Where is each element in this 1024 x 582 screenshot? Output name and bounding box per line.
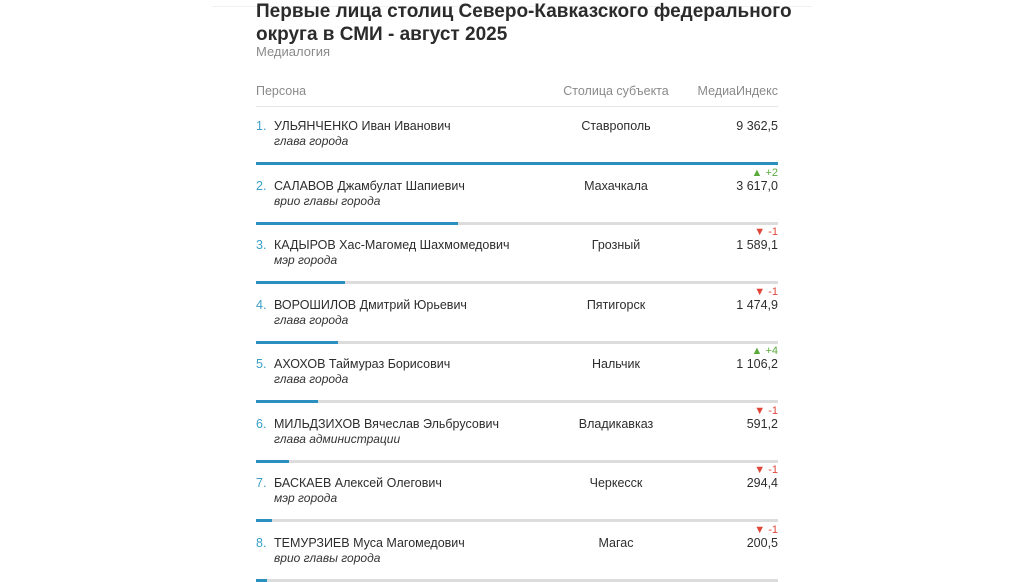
- media-index-value: 3 617,0: [736, 178, 778, 193]
- table-row[interactable]: [256, 524, 778, 582]
- bar-fill: [256, 341, 338, 344]
- rank-change-down: ▼ -1: [754, 404, 778, 417]
- rank-number: 5.: [256, 357, 267, 371]
- person-name: ТЕМУРЗИЕВ Муса Магомедович: [274, 535, 465, 550]
- capital-city: Нальчик: [592, 357, 640, 371]
- person-name: САЛАВОВ Джамбулат Шапиевич: [274, 178, 465, 193]
- bar-track: [256, 519, 778, 522]
- bar-track: [256, 460, 778, 463]
- capital-city: Владикавказ: [578, 416, 654, 431]
- rank-number: 4.: [256, 297, 267, 312]
- capital-city: Черкесск: [589, 476, 643, 490]
- table-row[interactable]: [256, 405, 778, 463]
- media-index-value: 200,5: [746, 535, 778, 550]
- rank-number: 1.: [256, 119, 267, 133]
- table-row[interactable]: [256, 464, 778, 522]
- chart-subtitle: Медиалогия: [256, 44, 331, 59]
- media-index-value: 294,4: [746, 476, 778, 490]
- table-header: [256, 84, 778, 107]
- bar-fill: [256, 162, 778, 165]
- media-index-value: 1 589,1: [736, 238, 778, 252]
- rank-number: 2.: [256, 178, 267, 193]
- bar-fill: [256, 460, 289, 463]
- bar-fill: [256, 400, 318, 403]
- capital-city: Грозный: [591, 238, 641, 252]
- media-index-value: 1 474,9: [736, 297, 778, 312]
- rank-number: 3.: [256, 238, 267, 252]
- rank-number: 8.: [256, 535, 267, 550]
- header-media-index[interactable]: МедиаИндекс: [697, 84, 778, 98]
- media-index-value: 591,2: [746, 416, 778, 431]
- bar-track: [256, 162, 778, 165]
- bar-track: [256, 341, 778, 344]
- rank-change-down: ▼ -1: [754, 464, 778, 476]
- bar-track: [256, 400, 778, 403]
- bar-fill: [256, 222, 458, 225]
- chart-title: Первые лица столиц Северо-Кавказского федерального округа в СМИ - август 2025: [256, 1, 792, 45]
- person-name: ВОРОШИЛОВ Дмитрий Юрьевич: [274, 297, 467, 312]
- person-role: мэр города: [274, 491, 338, 505]
- bar-track: [256, 579, 778, 582]
- rank-number: 7.: [256, 476, 267, 490]
- person-role: врио главы города: [274, 550, 381, 565]
- media-index-value: 9 362,5: [736, 119, 778, 133]
- table-row[interactable]: [256, 107, 778, 165]
- header-person[interactable]: Персона: [256, 84, 307, 98]
- rank-change-up: ▲ +2: [751, 166, 778, 179]
- capital-city: Магас: [598, 535, 634, 550]
- table-row[interactable]: [256, 167, 778, 225]
- header-capital[interactable]: Столица субъекта: [563, 84, 669, 98]
- bar-track: [256, 281, 778, 284]
- rank-number: 6.: [256, 416, 267, 431]
- rank-change-down: ▼ -1: [754, 226, 778, 238]
- capital-city: Махачкала: [584, 178, 648, 193]
- bar-fill: [256, 579, 267, 582]
- person-role: глава города: [274, 372, 349, 386]
- table-row[interactable]: [256, 226, 778, 284]
- bar-fill: [256, 281, 345, 284]
- table-row[interactable]: [256, 345, 778, 403]
- rank-change-up: ▲ +4: [751, 345, 778, 357]
- rank-change-down: ▼ -1: [754, 523, 778, 536]
- table-row[interactable]: [256, 286, 778, 344]
- rank-change-down: ▼ -1: [754, 285, 778, 298]
- person-name: МИЛЬДЗИХОВ Вячеслав Эльбрусович: [274, 416, 499, 431]
- bar-fill: [256, 519, 272, 522]
- person-role: глава администрации: [274, 431, 401, 446]
- capital-city: Пятигорск: [586, 297, 646, 312]
- capital-city: Ставрополь: [581, 119, 651, 133]
- person-role: врио главы города: [274, 193, 381, 208]
- person-name: УЛЬЯНЧЕНКО Иван Иванович: [274, 119, 451, 133]
- person-role: глава города: [274, 134, 349, 148]
- person-name: БАСКАЕВ Алексей Олегович: [274, 476, 442, 490]
- person-role: глава города: [274, 312, 349, 327]
- person-name: АХОХОВ Таймураз Борисович: [274, 357, 451, 371]
- person-role: мэр города: [274, 253, 338, 267]
- media-index-value: 1 106,2: [736, 357, 778, 371]
- person-name: КАДЫРОВ Хас-Магомед Шахмомедович: [274, 238, 510, 252]
- bar-track: [256, 222, 778, 225]
